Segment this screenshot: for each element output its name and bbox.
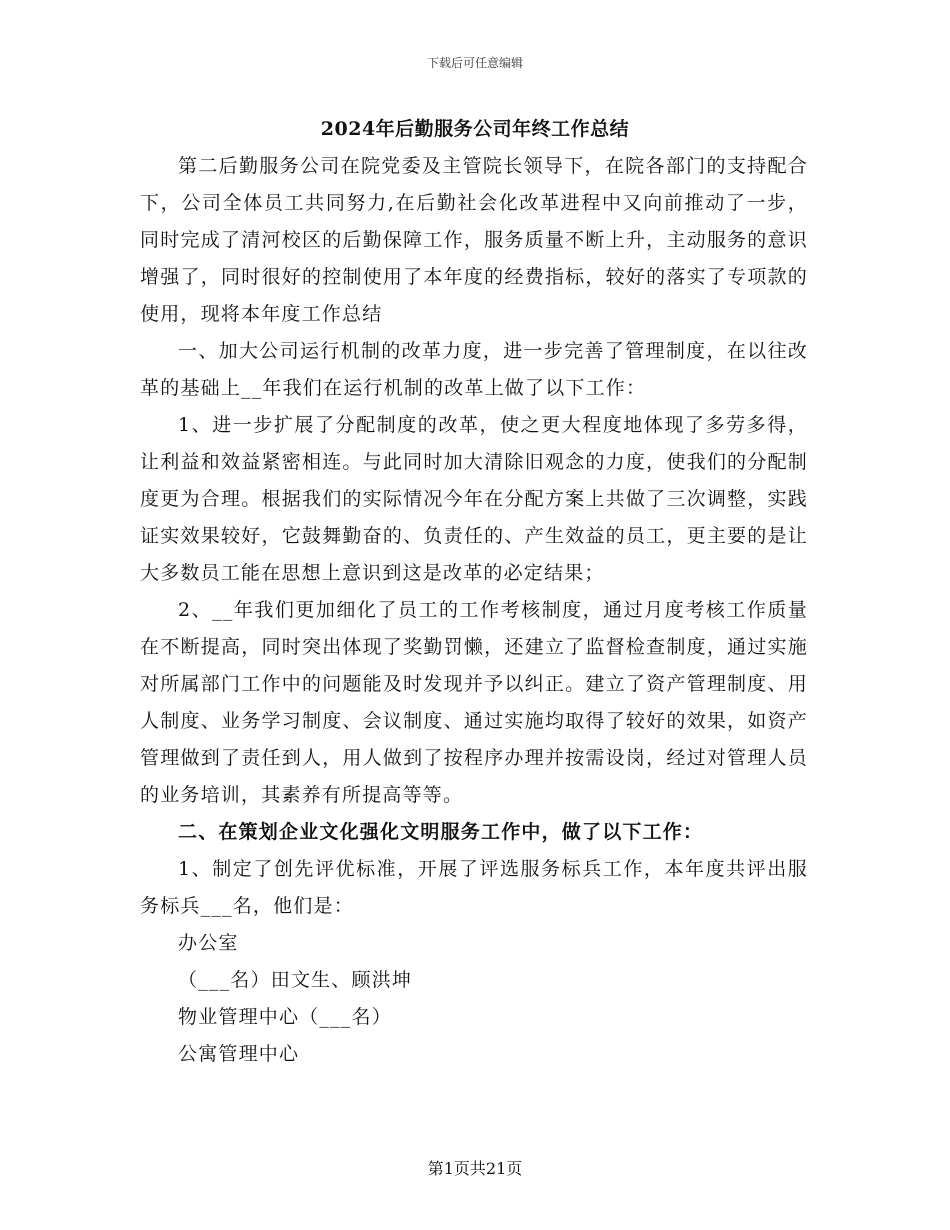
entry-office-names: （___名）田文生、顾洪坤 (178, 969, 413, 991)
section-1-item-1: 1、进一步扩展了分配制度的改革，使之更大程度地体现了多劳多得，让利益和效益紧密相连。与此同时加大清除旧观念的力度，使我们的分配制度更为合理。根据我们的实际情况今年在分配方案上共做了三次调整，实践证实效果较好，它鼓舞勤奋的、负责任的、产生效益的员工，更主要的是让大多数员工能在思想上意识到这是改革的必定结果； (140, 414, 808, 584)
intro-paragraph: 第二后勤服务公司在院党委及主管院长领导下，在院各部门的支持配合下，公司全体员工共同努力,在后勤社会化改革进程中又向前推动了一步，同时完成了清河校区的后勤保障工作，服务质量不断上升，主动服务的意识增强了，同时很好的控制使用了本年度的经费指标，较好的落实了专项款的使用，现将本年度工作总结 (140, 155, 808, 325)
entry-property-center: 物业管理中心（___名） (178, 1006, 392, 1028)
entry-apartment-center: 公寓管理中心 (178, 1043, 300, 1065)
entry-office: 办公室 (178, 932, 239, 954)
header-note: 下载后可任意编辑 (426, 56, 523, 70)
page-footer: 第1页共21页 (427, 1159, 523, 1178)
document-body (140, 148, 808, 1073)
section-2-item-1: 1、制定了创先评优标准，开展了评选服务标兵工作，本年度共评出服务标兵___名，他们是： (140, 858, 808, 917)
section-1-item-2: 2、__年我们更加细化了员工的工作考核制度，通过月度考核工作质量在不断提高，同时突出体现了奖勤罚懒，还建立了监督检查制度，通过实施对所属部门工作中的问题能及时发现并予以纠正。建立了资产管理制度、用人制度、业务学习制度、会议制度、通过实施均取得了较好的效果，如资产管理做到了责任到人，用人做到了按程序办理并按需设岗，经过对管理人员的业务培训，其素养有所提高等等。 (140, 599, 808, 806)
section-2-heading: 二、在策划企业文化强化文明服务工作中，做了以下工作： (178, 821, 704, 843)
document-title: 2024年后勤服务公司年终工作总结 (320, 118, 630, 140)
section-1-heading: 一、加大公司运行机制的改革力度，进一步完善了管理制度，在以往改革的基础上__年我们在运行机制的改革上做了以下工作： (140, 340, 808, 399)
